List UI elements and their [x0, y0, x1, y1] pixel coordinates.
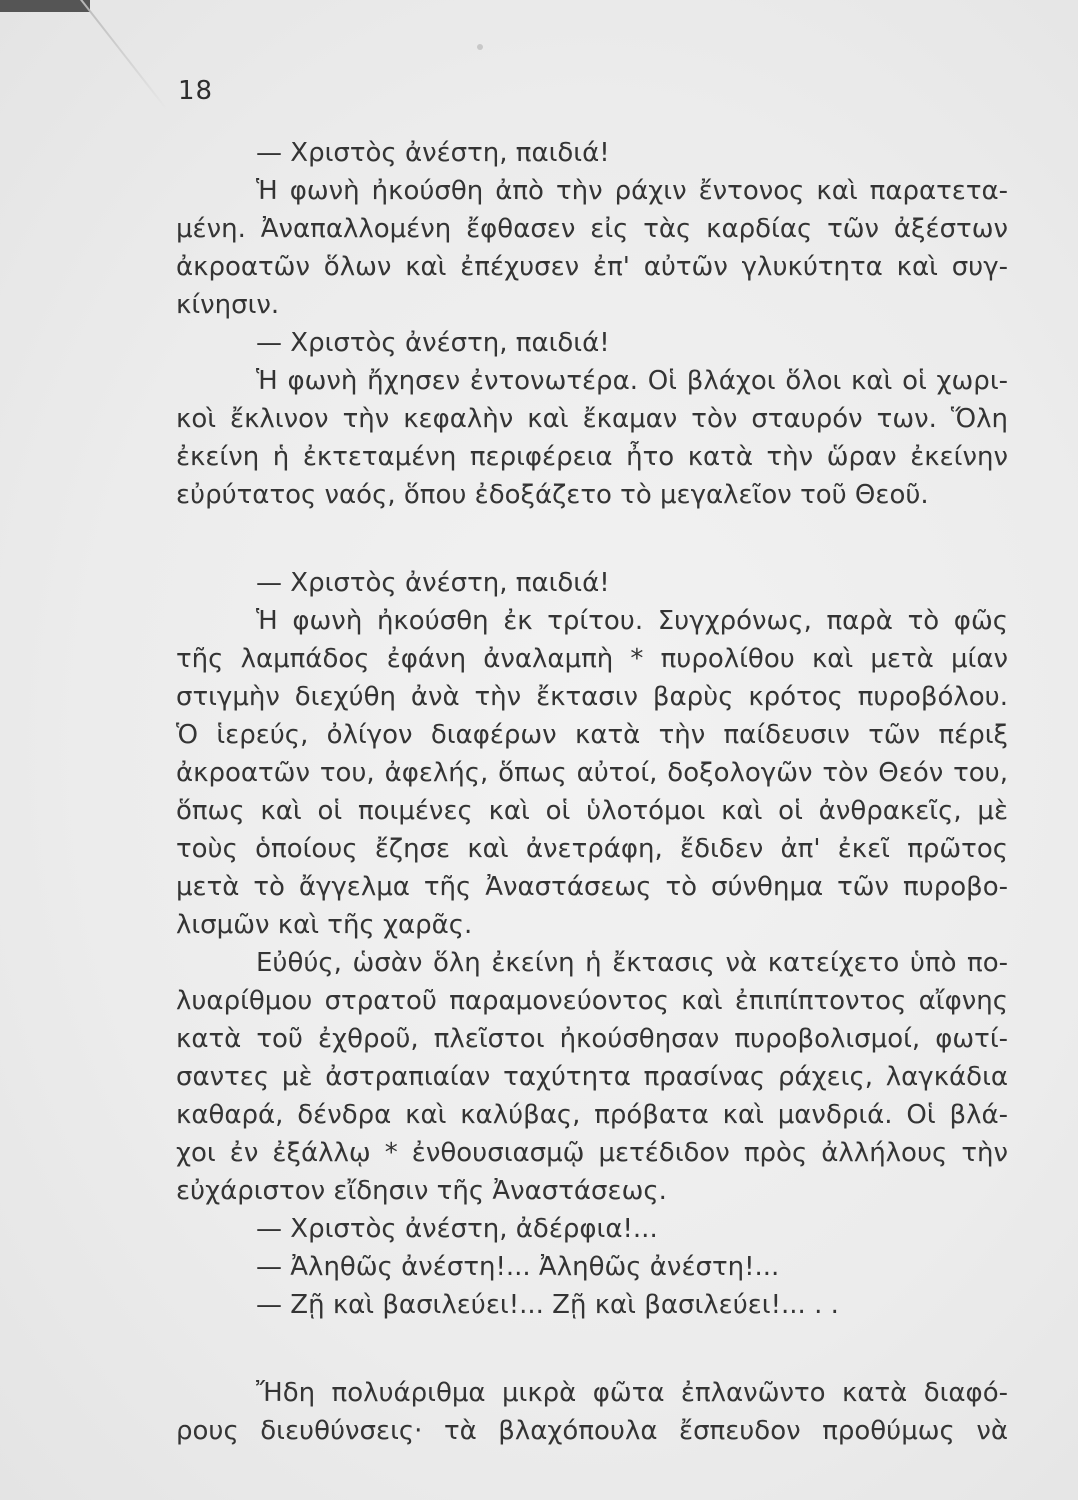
- text-line: σαντες μὲ ἀστραπιαίαν ταχύτητα πρασίνας ράχεις, λαγκάδια: [176, 1062, 1008, 1092]
- text-line: χοι ἐν ἐξάλλῳ * ἐνθουσιασμῷ μετέδιδον πρὸς ἀλλήλους τὴν: [176, 1138, 1008, 1168]
- text-line: Εὐθύς, ὡσὰν ὅλη ἐκείνη ἡ ἔκτασις νὰ κατείχετο ὑπὸ πο-: [256, 948, 1008, 978]
- text-line: καθαρά, δένδρα καὶ καλύβας, πρόβατα καὶ μανδριά. Οἱ βλά-: [176, 1100, 1008, 1130]
- text-line: εὐρύτατος ναός, ὅπου ἐδοξάζετο τὸ μεγαλεῖον τοῦ Θεοῦ.: [176, 480, 929, 510]
- text-line: Ὁ ἱερεύς, ὀλίγον διαφέρων κατὰ τὴν παίδευσιν τῶν πέριξ: [176, 720, 1008, 750]
- text-line: — Χριστὸς ἀνέστη, παιδιά!: [256, 568, 610, 598]
- text-line: Ἡ φωνὴ ἤχησεν ἐντονωτέρα. Οἱ βλάχοι ὅλοι καὶ οἱ χωρι-: [256, 366, 1008, 396]
- text-line: μένη. Ἀναπαλλομένη ἔφθασεν εἰς τὰς καρδίας τῶν ἀξέστων: [176, 214, 1008, 244]
- text-line: κατὰ τοῦ ἐχθροῦ, πλεῖστοι ἠκούσθησαν πυροβολισμοί, φωτί-: [176, 1024, 1008, 1054]
- text-line: Ἤδη πολυάριθμα μικρὰ φῶτα ἐπλανῶντο κατὰ διαφό-: [256, 1378, 1008, 1408]
- text-line: — Χριστὸς ἀνέστη, παιδιά!: [256, 328, 610, 358]
- text-line: λισμῶν καὶ τῆς χαρᾶς.: [176, 910, 473, 940]
- section-gap: [176, 1324, 1008, 1374]
- section-gap: [176, 514, 1008, 564]
- paper-speck: [477, 44, 483, 50]
- page-fold-line: [80, 0, 168, 110]
- text-line: εὐχάριστον εἴδησιν τῆς Ἀναστάσεως.: [176, 1176, 667, 1206]
- text-line: Ἡ φωνὴ ἠκούσθη ἀπὸ τὴν ράχιν ἔντονος καὶ παρατετα-: [256, 176, 1008, 206]
- text-line: μετὰ τὸ ἄγγελμα τῆς Ἀναστάσεως τὸ σύνθημα τῶν πυροβο-: [176, 872, 1008, 902]
- text-line: στιγμὴν διεχύθη ἀνὰ τὴν ἔκτασιν βαρὺς κρότος πυροβόλου.: [176, 682, 1008, 712]
- text-line: κίνησιν.: [176, 290, 280, 320]
- scan-edge-mark: [0, 0, 90, 12]
- text-line: Ἡ φωνὴ ἠκούσθη ἐκ τρίτου. Συγχρόνως, παρὰ τὸ φῶς: [256, 606, 1008, 636]
- page-number: 18: [178, 76, 214, 106]
- text-line: τοὺς ὁποίους ἔζησε καὶ ἀνετράφη, ἔδιδεν ἀπ' ἐκεῖ πρῶτος: [176, 834, 1008, 864]
- text-line: ἐκείνη ἡ ἐκτεταμένη περιφέρεια ἦτο κατὰ τὴν ὥραν ἐκείνην: [176, 442, 1008, 472]
- text-line: — Ζῇ καὶ βασιλεύει!... Ζῇ καὶ βασιλεύει!... . .: [256, 1290, 839, 1320]
- text-line: ὅπως καὶ οἱ ποιμένες καὶ οἱ ὑλοτόμοι καὶ οἱ ἀνθρακεῖς, μὲ: [176, 796, 1008, 826]
- text-line: ἀκροατῶν ὅλων καὶ ἐπέχυσεν ἐπ' αὐτῶν γλυκύτητα καὶ συγ-: [176, 252, 1008, 282]
- body-text: [176, 134, 1008, 1450]
- text-line: — Χριστὸς ἀνέστη, ἀδέρφια!...: [256, 1214, 658, 1244]
- text-line: ρους διευθύνσεις· τὰ βλαχόπουλα ἔσπευδον προθύμως νὰ: [176, 1416, 1008, 1446]
- text-line: — Χριστὸς ἀνέστη, παιδιά!: [256, 138, 610, 168]
- text-line: τῆς λαμπάδος ἐφάνη ἀναλαμπὴ * πυρολίθου καὶ μετὰ μίαν: [176, 644, 1008, 674]
- text-line: κοὶ ἔκλινον τὴν κεφαλὴν καὶ ἔκαμαν τὸν σταυρόν των. Ὅλη: [176, 404, 1008, 434]
- text-line: λυαρίθμου στρατοῦ παραμονεύοντος καὶ ἐπιπίπτοντος αἴφνης: [176, 986, 1008, 1016]
- text-line: ἀκροατῶν του, ἀφελής, ὅπως αὐτοί, δοξολογῶν τὸν Θεόν του,: [176, 758, 1008, 788]
- text-line: — Ἀληθῶς ἀνέστη!... Ἀληθῶς ἀνέστη!...: [256, 1252, 780, 1282]
